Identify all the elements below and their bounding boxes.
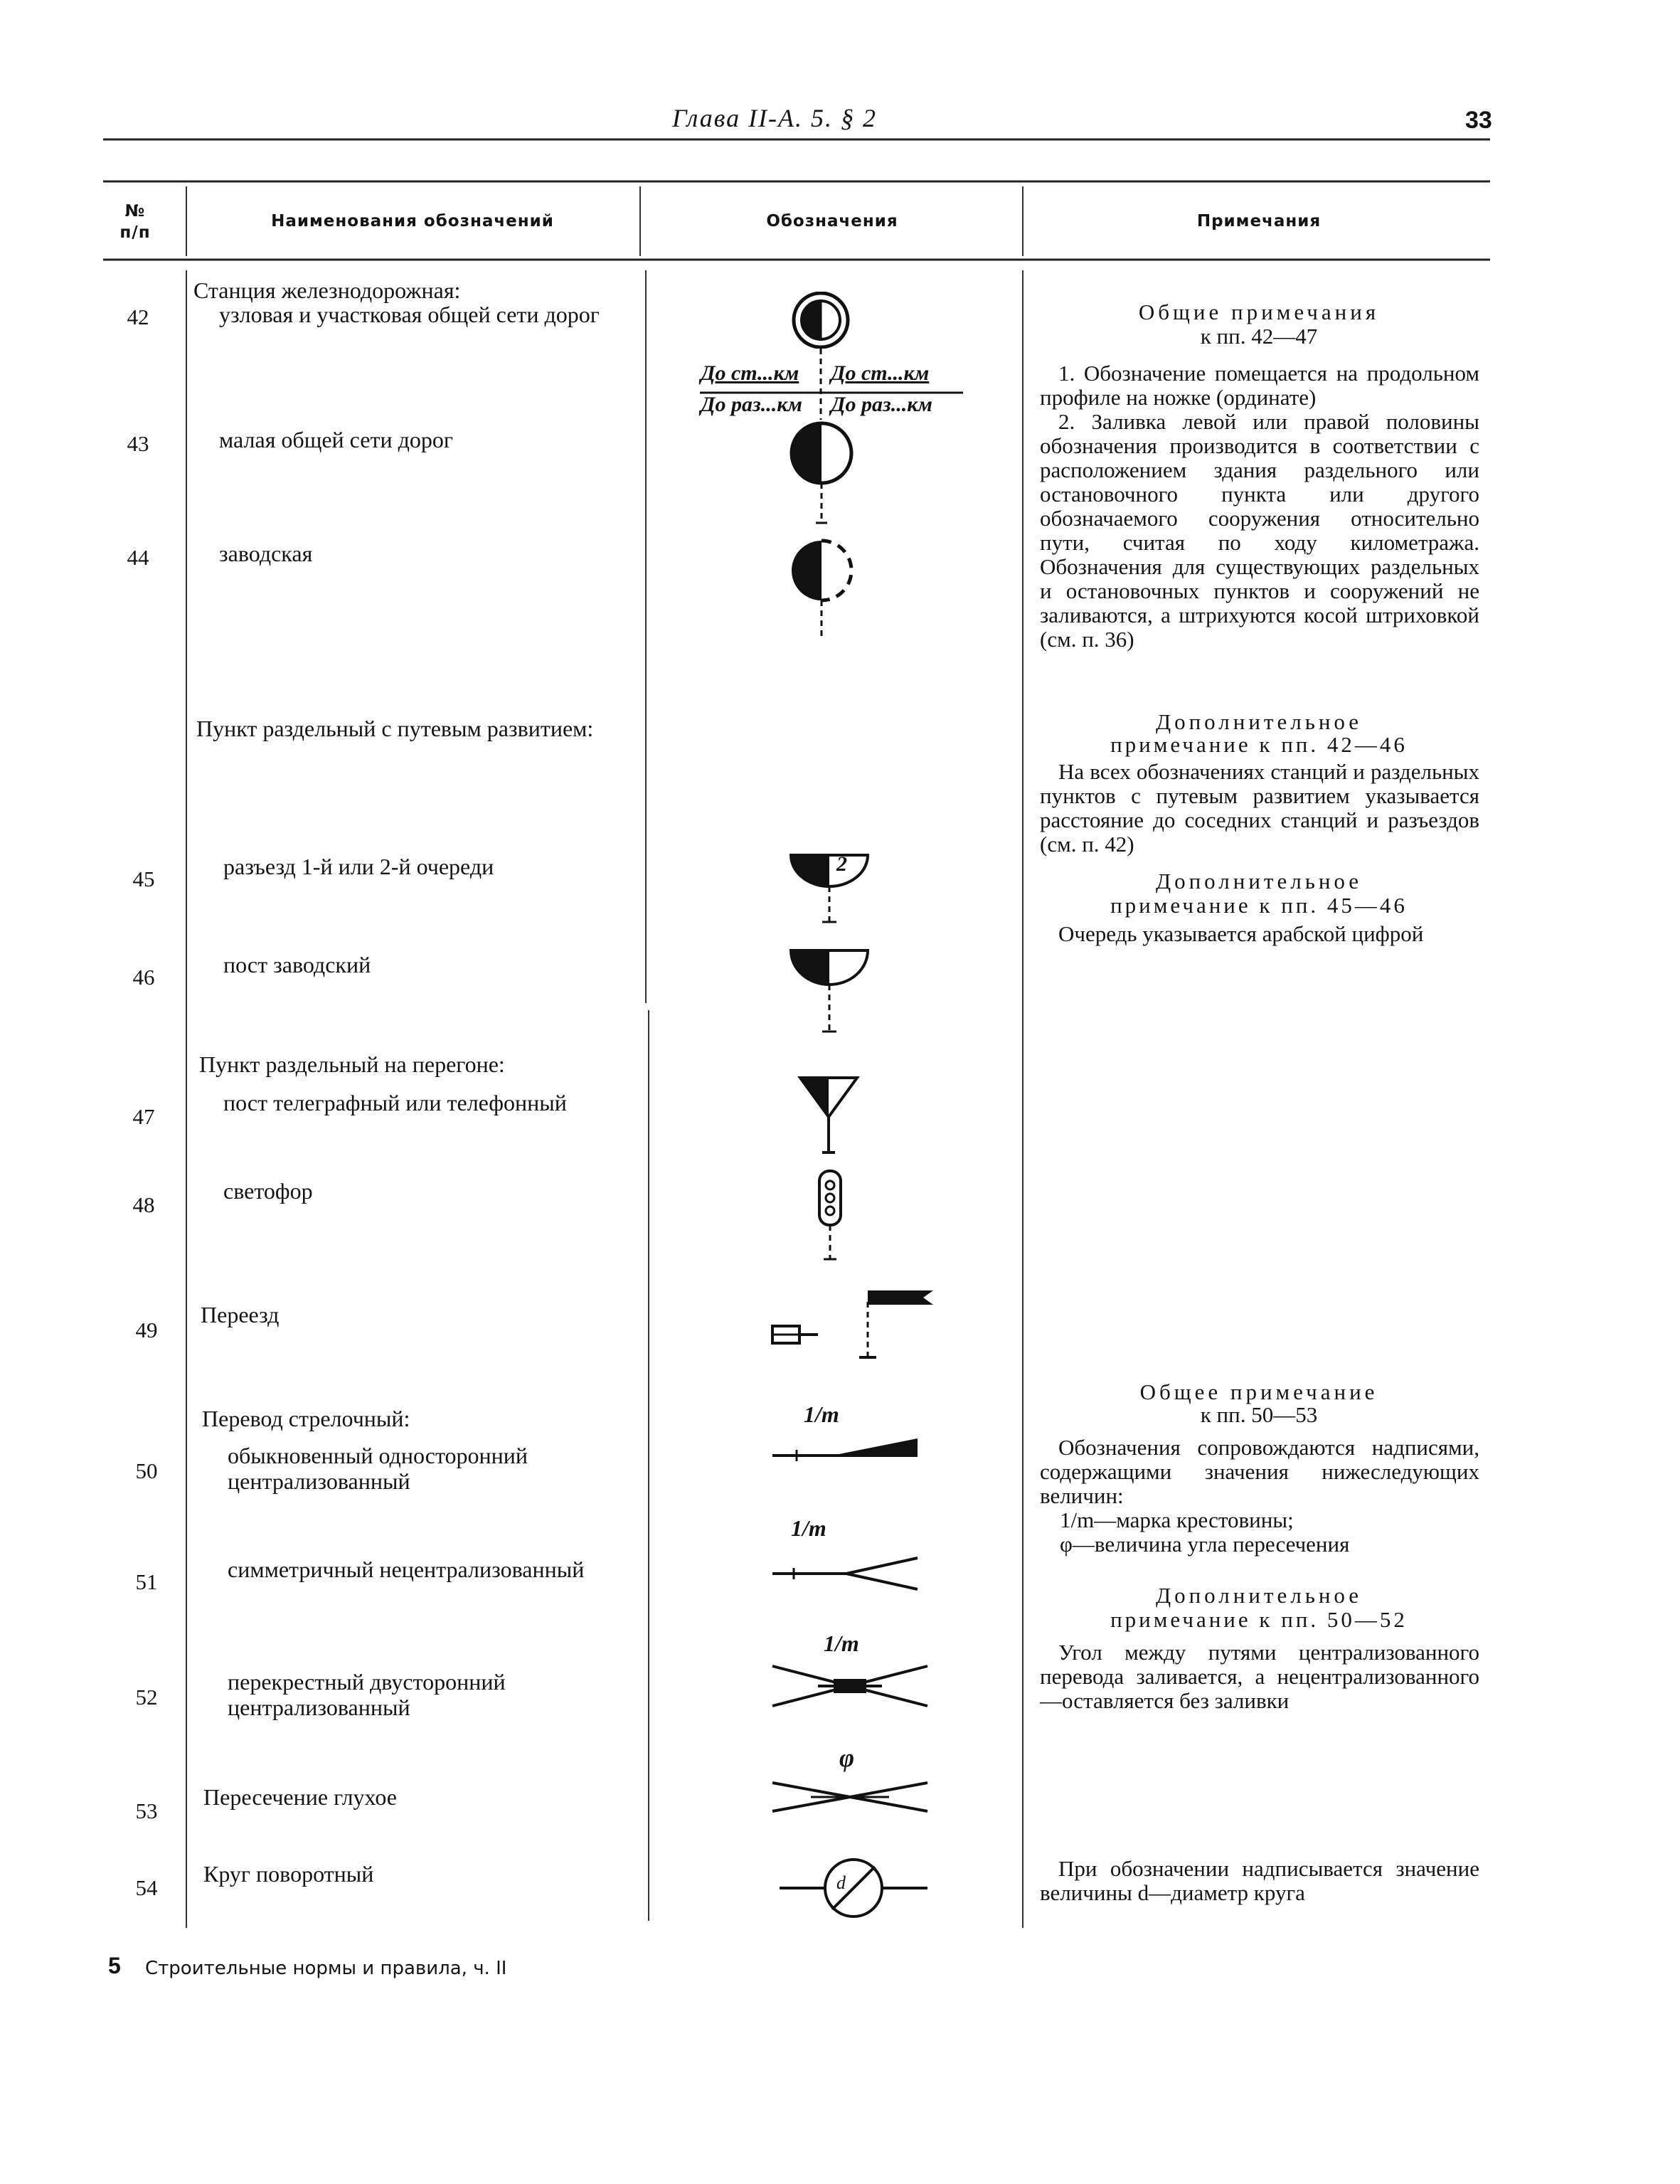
diamond-crossing-symbol bbox=[768, 1771, 932, 1821]
group-heading-station: Станция железнодорожная: bbox=[193, 277, 461, 303]
row-number: 54 bbox=[135, 1875, 158, 1900]
note-general-50-53-title: Общее примечание bbox=[1139, 1379, 1378, 1404]
turntable-symbol bbox=[775, 1850, 932, 1928]
page-number: 33 bbox=[1465, 107, 1492, 134]
note-extra-50-52-text: Угол между путями централизованного перевода заливается, а нецентрализованного—оставляется без заливки bbox=[1040, 1640, 1479, 1713]
row-name-47: пост телеграфный или телефонный bbox=[223, 1090, 567, 1115]
row-number: 50 bbox=[135, 1458, 158, 1483]
distance-label-dividers bbox=[690, 349, 974, 427]
col-header-name: Наименования обозначений bbox=[271, 212, 554, 230]
row-name-44: заводская bbox=[219, 541, 313, 566]
station-small-symbol bbox=[782, 416, 861, 530]
siding-symbol bbox=[787, 851, 872, 929]
row-name-53: Пересечение глухое bbox=[203, 1784, 397, 1810]
note-54: При обозначении надписывается значение величины d—диаметр круга bbox=[1040, 1856, 1479, 1905]
row-name-43: малая общей сети дорог bbox=[219, 427, 453, 452]
distance-label-siding-left: До раз...км bbox=[701, 393, 802, 416]
switch-symmetric-symbol bbox=[768, 1544, 925, 1601]
plant-post-symbol bbox=[787, 946, 872, 1039]
frog-mark-label-50: 1/m bbox=[804, 1401, 839, 1427]
note-extra-45-46-title: Дополнительное bbox=[1155, 869, 1363, 894]
col-header-num: № п/п bbox=[119, 202, 151, 242]
distance-label-siding-right: До раз...км bbox=[831, 393, 932, 416]
note-general-50-53-ref: к пп. 50—53 bbox=[1200, 1402, 1318, 1427]
station-junction-symbol bbox=[768, 292, 882, 349]
switch-centralized-symbol bbox=[768, 1427, 925, 1470]
row-number: 49 bbox=[135, 1318, 158, 1342]
row-name-42: узловая и участковая общей сети дорог bbox=[219, 302, 600, 327]
station-plant-symbol bbox=[782, 534, 861, 647]
note-general-50-53-text: Обозначения сопровождаются надписями, содержащими значения нижеследующих величин: bbox=[1040, 1435, 1479, 1508]
note-general-42-47-p2: 2. Заливка левой или правой половины обозначения производится в соответствии с расположением здания раздельного или остановочного пункта или другого обозначаемого сооружения относительно пути, считая по ходу километража. Обозначения для существующих раздельных и остановочных пунктов и сооружений не заливаются, а штрихуются косой штриховкой (см. п. 36) bbox=[1040, 409, 1479, 652]
row-name-49: Переезд bbox=[201, 1302, 280, 1327]
row-number: 46 bbox=[132, 965, 155, 990]
note-general-42-47-title: Общие примечания bbox=[1138, 299, 1380, 324]
note-extra-45-46-text: Очередь указывается арабской цифрой bbox=[1058, 921, 1424, 946]
row-name-51: симметричный нецентрализованный bbox=[228, 1557, 585, 1582]
footer-signature-number: 5 bbox=[108, 1953, 121, 1978]
turntable-diameter-label: d bbox=[836, 1872, 846, 1893]
row-number: 52 bbox=[135, 1685, 158, 1709]
note-extra-42-46-ref: примечание к пп. 42—46 bbox=[1110, 732, 1408, 757]
note-extra-50-52-title: Дополнительное bbox=[1155, 1583, 1363, 1608]
footer-text: Строительные нормы и правила, ч. II bbox=[145, 1958, 507, 1979]
note-general-50-53-item1: 1/m—марка крестовины; bbox=[1060, 1507, 1294, 1532]
note-general-42-47-ref: к пп. 42—47 bbox=[1200, 324, 1318, 349]
note-extra-45-46-ref: примечание к пп. 45—46 bbox=[1110, 893, 1408, 918]
row-number: 53 bbox=[135, 1798, 158, 1823]
row-name-46: пост заводский bbox=[223, 952, 371, 977]
distance-label-station-right: До ст...км bbox=[831, 361, 930, 385]
row-name-54: Круг поворотный bbox=[203, 1861, 374, 1887]
row-number: 42 bbox=[127, 304, 149, 329]
col-header-symbol: Обозначения bbox=[766, 212, 898, 230]
note-general-50-53-item2: φ—величина угла пересечения bbox=[1060, 1532, 1350, 1557]
row-number: 45 bbox=[132, 866, 155, 891]
col-header-notes: Примечания bbox=[1196, 212, 1322, 230]
row-number: 51 bbox=[135, 1569, 158, 1594]
level-crossing-symbol bbox=[768, 1286, 953, 1364]
frog-mark-label-52: 1/m bbox=[824, 1631, 859, 1656]
switch-cross-symbol bbox=[768, 1658, 932, 1714]
row-number: 47 bbox=[132, 1104, 155, 1129]
row-number: 44 bbox=[127, 545, 149, 570]
row-number: 48 bbox=[132, 1192, 155, 1217]
signal-symbol bbox=[811, 1167, 854, 1266]
note-extra-42-46-title: Дополнительное bbox=[1155, 709, 1363, 734]
group-heading-separating-with-tracks: Пункт раздельный с путевым развитием: bbox=[196, 716, 594, 741]
chapter-title: Глава II-А. 5. § 2 bbox=[672, 104, 878, 132]
distance-label-station-left: До ст...км bbox=[701, 361, 799, 385]
group-heading-switch: Перевод стрелочный: bbox=[202, 1406, 410, 1431]
row-name-45: разъезд 1-й или 2-й очереди bbox=[223, 854, 494, 879]
queue-digit-label: 2 bbox=[836, 852, 847, 876]
crossing-angle-label: φ bbox=[839, 1744, 855, 1772]
note-extra-50-52-ref: примечание к пп. 50—52 bbox=[1110, 1607, 1408, 1632]
note-general-42-47-p1: 1. Обозначение помещается на продольном профиле на ножке (ординате) bbox=[1040, 361, 1479, 410]
row-number: 43 bbox=[127, 431, 149, 456]
telegraph-post-symbol bbox=[797, 1074, 861, 1160]
group-heading-separating-on-haul: Пункт раздельный на перегоне: bbox=[199, 1051, 505, 1077]
row-name-48: светофор bbox=[223, 1178, 313, 1204]
row-name-50: обыкновенный односторонний централизованный bbox=[228, 1443, 528, 1494]
note-extra-42-46-text: На всех обозначениях станций и раздельных пунктов с путевым развитием указывается расстояние до соседних станций и разъездов (см. п. 42) bbox=[1040, 759, 1479, 857]
frog-mark-label-51: 1/m bbox=[791, 1515, 826, 1541]
row-name-52: перекрестный двусторонний централизованный bbox=[228, 1669, 506, 1720]
